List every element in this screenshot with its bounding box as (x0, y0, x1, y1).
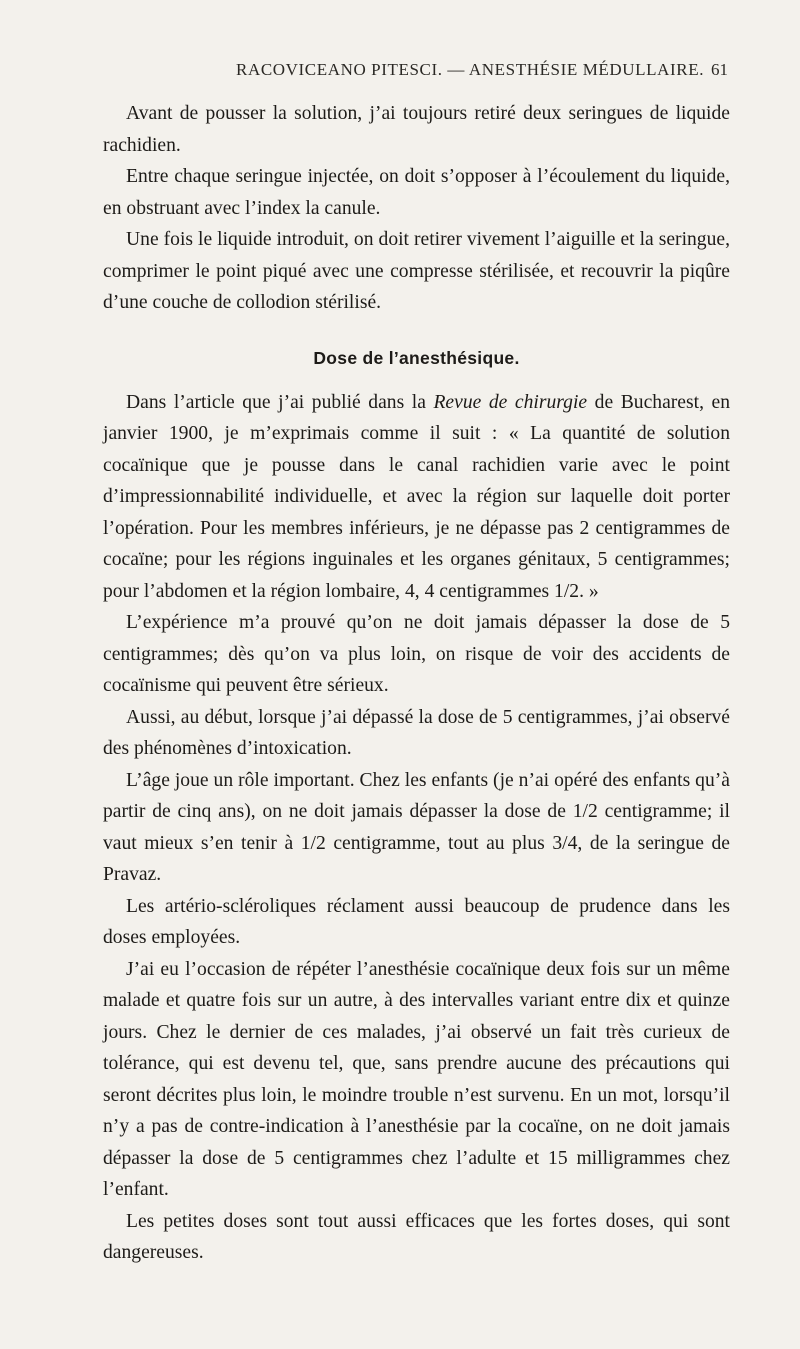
paragraph: Les artério-scléroliques réclament aussi beaucoup de prudence dans les doses employées. (103, 895, 730, 948)
citation-text-before: Dans l’article que j’ai publié dans la (126, 391, 434, 413)
body-text (103, 98, 730, 1269)
paragraph: L’âge joue un rôle important. Chez les enfants (je n’ai opéré des enfants qu’à partir de cinq ans), on ne doit jamais dépasser la dose de 1/2 centigramme; il vaut mieux s’en tenir à 1/2 centigramme, tout au plus 3/4, de la seringue de Pravaz. (103, 769, 730, 885)
page-number: 61 (711, 60, 728, 79)
paragraph: Les petites doses sont tout aussi efficaces que les fortes doses, qui sont dangereuses. (103, 1210, 730, 1263)
journal-title: Revue de chirurgie (433, 391, 588, 413)
paragraph: Entre chaque seringue injectée, on doit s’opposer à l’écoulement du liquide, en obstruant avec l’index la canule. (103, 166, 730, 219)
paragraph: L’expérience m’a prouvé qu’on ne doit jamais dépasser la dose de 5 centigrammes; dès qu’on va plus loin, on risque de voir des accidents de cocaïnisme qui peuvent être sérieux. (103, 612, 730, 696)
running-title: RACOVICEANO PITESCI. — ANESTHÉSIE MÉDULLAIRE. (236, 60, 705, 79)
citation-text-after: de Bucharest, en janvier 1900, je m’exprimais comme il suit : « La quantité de solution cocaïnique que je pousse dans le canal rachidien varie avec le point d’impressionnabilité individuelle, et avec la région sur laquelle doit porter l’opération. Pour les membres inférieurs, je ne dépasse pas 2 centigrammes de cocaïne; pour les régions inguinales et les organes génitaux, 5 centigrammes; pour l’abdomen et la région lombaire, 4, 4 centigrammes 1/2. » (103, 391, 731, 602)
paragraph: Une fois le liquide introduit, on doit retirer vivement l’aiguille et la seringue, comprimer le point piqué avec une compresse stérilisée, et recouvrir la piqûre d’une couche de collodion stérilisé. (103, 229, 730, 313)
section-heading: Dose de l’anesthésique. (313, 347, 520, 368)
paragraph: Avant de pousser la solution, j’ai toujours retiré deux seringues de liquide rachidien. (103, 103, 730, 156)
paragraph: J’ai eu l’occasion de répéter l’anesthésie cocaïnique deux fois sur un même malade et quatre fois sur un autre, à des intervalles variant entre dix et quinze jours. Chez le dernier de ces malades, j’ai observé un fait très curieux de tolérance, qui est devenu tel, que, sans prendre aucune des précautions qui seront décrites plus loin, le moindre trouble n’est survenu. En un mot, lorsqu’il n’y a pas de contre-indication à l’anesthésie par la cocaïne, on ne doit jamais dépasser la dose de 5 centigrammes chez l’adulte et 15 milligrammes chez l’enfant. (103, 958, 730, 1200)
paragraph: Aussi, au début, lorsque j’ai dépassé la dose de 5 centigrammes, j’ai observé des phénomènes d’intoxication. (103, 706, 730, 759)
citation-paragraph (103, 387, 730, 608)
